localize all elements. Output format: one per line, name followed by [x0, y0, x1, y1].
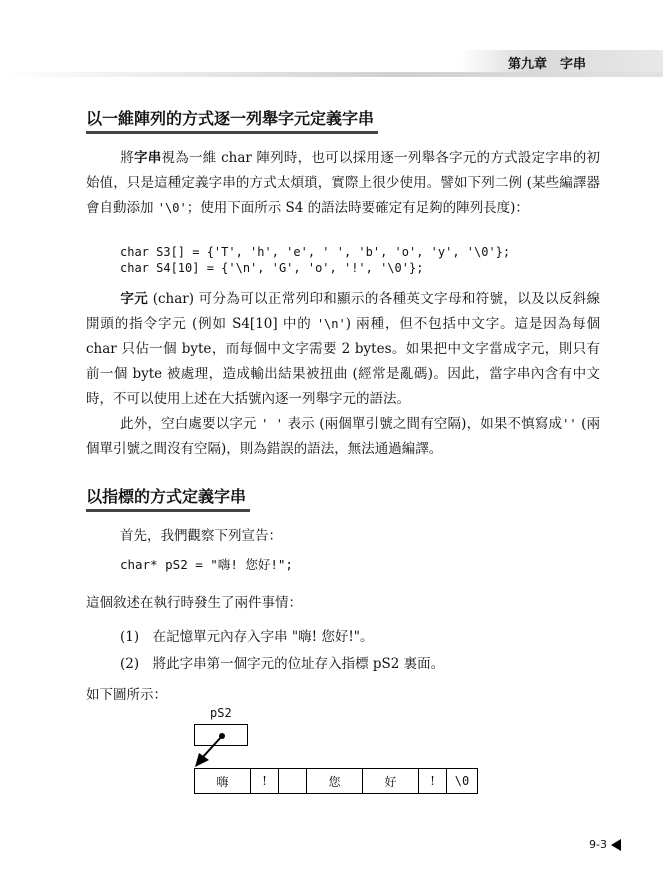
- inline-code-null: '\0': [157, 201, 187, 215]
- statement-text: 這個敘述在執行時發生了兩件事情：: [86, 595, 302, 611]
- code-line-s4: char S4[10] = {'\n', 'G', 'o', '!', '\0'};: [120, 261, 424, 275]
- array-cell: 嗨: [195, 769, 251, 793]
- array-cell: [279, 769, 307, 793]
- string-memory-array: [194, 768, 478, 794]
- chapter-title: 第九章 字串: [508, 57, 587, 72]
- term-string: 字串: [134, 150, 162, 166]
- page-number: 9-3: [589, 838, 607, 851]
- header-rule: [0, 72, 663, 77]
- term-char: 字元: [120, 291, 149, 307]
- paragraph-array-intro: 將字串視為一維 char 陣列時，也可以採用逐一列舉各字元的方式設定字串的初始值，只是這種定義字串的方式太煩瑣，實際上很少使用。譬如下列二例 (某些編譯器會自動添加 '\0'；使用下面所示 S4 的語法時要確定有足夠的陣列長度)：: [86, 150, 601, 216]
- inline-code-empty: '': [562, 417, 577, 431]
- paragraph-char: 字元 (char) 可分為可以正常列印和顯示的各種英文字母和符號，以及以反斜線開頭的指令字元 (例如 S4[10] 中的 '\n') 兩種，但不包括中文字。這是因為每個 char 只佔一個 byte，而每個中文字需要 2 bytes。如果把中文字當成字元，則只有前一個 byte 被處理，造成輸出結果被扭曲 (經常是亂碼)。因此，當字串內含有中文時，不可以使用上述在大括號內逐一列舉字元的語法。: [86, 291, 601, 407]
- array-cell: !: [419, 769, 447, 793]
- code-line-s3: char S3[] = {'T', 'h', 'e', ' ', 'b', 'o', 'y', '\0'};: [120, 245, 511, 259]
- section-heading-array: 以一維陣列的方式逐一列舉字元定義字串: [86, 106, 378, 134]
- intro-text: 首先，我們觀察下列宣告：: [120, 528, 282, 544]
- figure-intro: 如下圖所示：: [86, 687, 167, 703]
- array-cell-null: \0: [454, 774, 470, 788]
- code-line-ps2: char* pS2 = "嗨! 您好!";: [120, 557, 293, 572]
- section-heading-pointer: 以指標的方式定義字串: [86, 484, 250, 512]
- inline-code-space: ' ': [261, 417, 283, 431]
- array-cell: 好: [363, 769, 419, 793]
- list-item-1: (1) 在記憶單元內存入字串 "嗨! 您好!"。: [120, 629, 374, 645]
- pointer-arrow-icon: [180, 706, 280, 776]
- array-cell: !: [251, 769, 279, 793]
- array-cell: 您: [307, 769, 363, 793]
- inline-code-newline: '\n': [316, 317, 346, 331]
- pointer-diagram: [180, 706, 480, 806]
- paragraph-space: 此外，空白處要以字元 ' ' 表示 (兩個單引號之間有空隔)，如果不慎寫成'' (兩個單引號之間沒有空隔)，則為錯誤的語法，無法通過編譯。: [86, 416, 600, 457]
- pointer-label: pS2: [210, 706, 232, 720]
- page-arrow-icon: [611, 839, 621, 851]
- list-item-2: (2) 將此字串第一個字元的位址存入指標 pS2 裏面。: [120, 656, 445, 672]
